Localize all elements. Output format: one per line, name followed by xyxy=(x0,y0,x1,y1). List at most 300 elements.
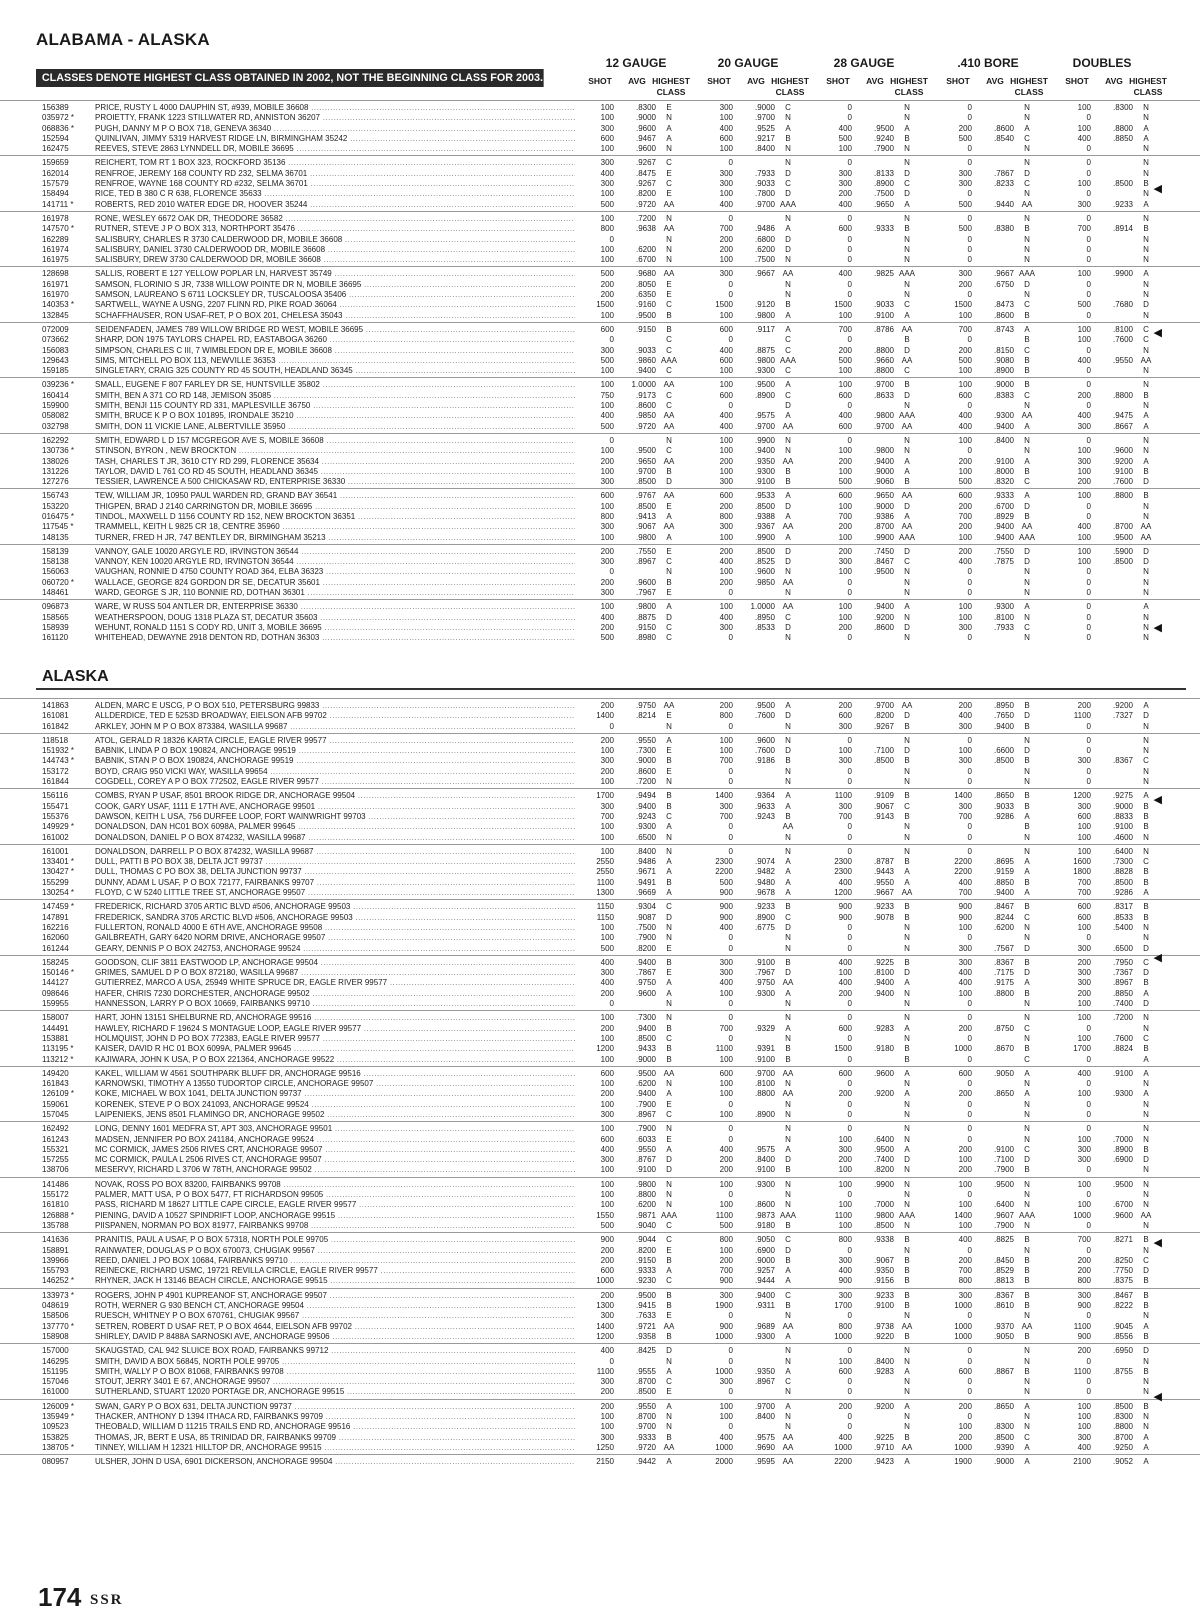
average: .9667 xyxy=(754,269,775,279)
shot-count: 500 xyxy=(600,199,614,209)
highest-class: N xyxy=(904,1245,910,1255)
highest-class: A xyxy=(785,224,791,234)
average: .8650 xyxy=(993,1089,1014,1099)
highest-class: N xyxy=(904,401,910,411)
publication-name: SSR xyxy=(90,1592,124,1608)
highest-class: A xyxy=(785,801,791,811)
average: .8525 xyxy=(754,557,775,567)
average: .8300 xyxy=(1112,1412,1133,1421)
average: .7600 xyxy=(754,711,775,721)
shot-count: 400 xyxy=(838,199,852,209)
average: .8850 xyxy=(1112,988,1133,998)
shot-count: 100 xyxy=(719,310,733,320)
average: .9550 xyxy=(873,877,894,887)
highest-class: N xyxy=(785,588,791,598)
average: .8400 xyxy=(754,1412,775,1421)
member-id: 141636 xyxy=(42,1235,69,1245)
average: .9600 xyxy=(1112,446,1133,456)
average: .9500 xyxy=(754,380,775,390)
shot-count: 100 xyxy=(838,567,852,577)
highest-class: D xyxy=(1143,968,1149,978)
shot-count: 400 xyxy=(600,612,614,622)
shot-count: 100 xyxy=(719,380,733,390)
average: .9200 xyxy=(1112,456,1133,466)
highest-class: D xyxy=(785,922,791,932)
highest-class: B xyxy=(785,756,791,766)
average: .9440 xyxy=(993,199,1014,209)
shot-count: 400 xyxy=(719,345,733,355)
highest-class: E xyxy=(666,588,672,598)
highest-class: B xyxy=(1024,791,1030,801)
shooter-row xyxy=(0,1211,1200,1221)
member-id: 162292 xyxy=(42,435,69,445)
average: .9200 xyxy=(873,1089,894,1099)
shot-count: 0 xyxy=(847,290,852,300)
average: .9400 xyxy=(993,421,1014,431)
member-id: 159659 xyxy=(42,158,69,168)
shot-count: 300 xyxy=(719,957,733,967)
shot-count: 0 xyxy=(967,335,972,345)
highest-class: A xyxy=(904,456,910,466)
highest-class: D xyxy=(1143,1155,1149,1165)
member-id: 152594 xyxy=(42,133,69,143)
highest-class: A xyxy=(1024,456,1030,466)
highest-class: N xyxy=(1024,922,1030,932)
shooter-name-address: HANNESSON, LARRY P O BOX 10669, FAIRBANKS 99710 ..... xyxy=(95,999,575,1009)
highest-class: N xyxy=(666,721,672,731)
highest-class: N xyxy=(1143,735,1149,745)
shooter-name-address: RUESCH, WHITNEY P O BOX 670761, CHUGIAK 99567 ..... xyxy=(95,1311,575,1321)
average: .9873 xyxy=(754,1210,775,1220)
shot-count: 100 xyxy=(838,466,852,476)
average: .8650 xyxy=(993,1401,1014,1411)
highest-class: D xyxy=(1143,1346,1149,1356)
average: .9329 xyxy=(754,1023,775,1033)
highest-class: B xyxy=(666,957,672,967)
highest-class: AA xyxy=(663,1068,675,1078)
average: .8800 xyxy=(1112,491,1133,501)
average: 1.0000 xyxy=(631,380,656,390)
average: .6600 xyxy=(993,746,1014,756)
shot-count: 100 xyxy=(719,435,733,445)
highest-class: B xyxy=(1143,224,1149,234)
highest-class: B xyxy=(1143,912,1149,922)
shot-count: 0 xyxy=(609,1356,614,1366)
average: .9233 xyxy=(873,902,894,912)
highest-class: B xyxy=(666,466,672,476)
shot-count: 100 xyxy=(838,1220,852,1230)
shot-count: 400 xyxy=(600,1144,614,1154)
shooter-name-address: DULL, THOMAS C PO BOX 38, DELTA JUNCTION 99737 ..... xyxy=(95,867,575,877)
average: .6900 xyxy=(754,1245,775,1255)
highest-class: B xyxy=(1024,1165,1030,1175)
shooter-row xyxy=(0,1145,1200,1155)
highest-class: B xyxy=(666,1054,672,1064)
average: .9710 xyxy=(873,1442,894,1452)
average: .9650 xyxy=(873,491,894,501)
shot-count: 0 xyxy=(728,401,733,411)
section-title-alaska: ALASKA xyxy=(42,668,109,685)
average: .9243 xyxy=(635,811,656,821)
shooter-row xyxy=(0,633,1200,643)
shot-count: 300 xyxy=(958,943,972,953)
shot-count: 200 xyxy=(958,456,972,466)
highest-class: N xyxy=(1024,999,1030,1009)
highest-class: N xyxy=(904,446,910,456)
average: 1.0000 xyxy=(750,602,775,612)
highest-class: B xyxy=(666,1290,672,1300)
average: .9600 xyxy=(1112,1210,1133,1220)
highest-class: N xyxy=(1024,1124,1030,1134)
shot-count: 0 xyxy=(1086,213,1091,223)
shot-count: 1200 xyxy=(1073,791,1091,801)
highest-class: N xyxy=(1024,1200,1030,1210)
highest-class: AA xyxy=(1140,355,1152,365)
highest-class: N xyxy=(1143,1387,1149,1397)
shot-count: 1150 xyxy=(596,912,614,922)
shot-count: 200 xyxy=(600,290,614,300)
shot-count: 0 xyxy=(967,189,972,199)
member-id: 130736 * xyxy=(42,446,75,456)
shot-count: 1400 xyxy=(954,791,972,801)
member-id: 158494 xyxy=(42,189,69,199)
shot-count: 100 xyxy=(719,144,733,154)
highest-class: AA xyxy=(901,888,913,898)
shooter-name-address: MC CORMICK, JAMES 2506 RIVES CRT, ANCHORAGE 99507 ..... xyxy=(95,1145,575,1155)
member-id: 039236 * xyxy=(42,380,75,390)
shooter-name-address: WARE, W RUSS 504 ANTLER DR, ENTERPRISE 36330 ..... xyxy=(95,602,575,612)
average: .8250 xyxy=(1112,1255,1133,1265)
average: .6700 xyxy=(993,501,1014,511)
highest-class: A xyxy=(904,1068,910,1078)
shot-count: 0 xyxy=(728,158,733,168)
shot-count: 100 xyxy=(600,466,614,476)
shooter-row xyxy=(0,1443,1200,1453)
member-id: 161002 xyxy=(42,832,69,842)
shot-count: 700 xyxy=(958,888,972,898)
highest-class: N xyxy=(904,1165,910,1175)
highest-class: B xyxy=(904,1276,910,1286)
highest-class: A xyxy=(666,511,672,521)
average: .9500 xyxy=(754,701,775,710)
average: .9400 xyxy=(635,801,656,811)
highest-class: N xyxy=(904,577,910,587)
shot-count: 400 xyxy=(719,978,733,988)
shot-count: 100 xyxy=(958,612,972,622)
shooter-name-address: PUGH, DANNY M P O BOX 718, GENEVA 36340 ..... xyxy=(95,124,575,134)
highest-class: N xyxy=(1143,622,1149,632)
highest-class: N xyxy=(1143,380,1149,390)
average: .9533 xyxy=(754,491,775,501)
member-id: 156063 xyxy=(42,567,69,577)
shooter-name-address: SALISBURY, DANIEL 3730 CALDERWOOD DR, MOBILE 36608 ..... xyxy=(95,245,575,255)
highest-class: N xyxy=(785,446,791,456)
average: .9060 xyxy=(873,477,894,487)
highest-class: D xyxy=(904,501,910,511)
shot-count: 0 xyxy=(847,922,852,932)
highest-class: C xyxy=(666,446,672,456)
shot-count: 0 xyxy=(967,1245,972,1255)
highest-class: C xyxy=(1143,1255,1149,1265)
row-group xyxy=(0,733,1200,788)
average: .8100 xyxy=(1112,324,1133,334)
average: .9720 xyxy=(635,199,656,209)
member-id: 080957 xyxy=(42,1457,69,1467)
shot-count: 200 xyxy=(1077,957,1091,967)
highest-class: A xyxy=(666,123,672,133)
highest-class: C xyxy=(666,902,672,912)
shot-count: 0 xyxy=(1086,189,1091,199)
highest-class: N xyxy=(1143,832,1149,842)
average: .8400 xyxy=(635,846,656,856)
shooter-name-address: THACKER, ANTHONY D 1394 ITHACA RD, FAIRBANKS 99709 ..... xyxy=(95,1412,575,1422)
average: .9100 xyxy=(993,1144,1014,1154)
highest-class: N xyxy=(1024,777,1030,787)
highest-class: C xyxy=(666,179,672,189)
shot-count: 300 xyxy=(1077,1155,1091,1165)
average: .8828 xyxy=(1112,867,1133,877)
average: .9400 xyxy=(635,1023,656,1033)
shot-count: 0 xyxy=(1086,1023,1091,1033)
average: .9800 xyxy=(635,602,656,612)
highest-class: N xyxy=(666,1200,672,1210)
average: .9767 xyxy=(635,491,656,501)
shot-count: 200 xyxy=(600,577,614,587)
member-id: 139966 xyxy=(42,1255,69,1265)
shot-count: 900 xyxy=(1077,1331,1091,1341)
col-header-shot: SHOT xyxy=(707,76,731,86)
member-id: 032798 xyxy=(42,421,69,431)
shot-count: 100 xyxy=(838,1356,852,1366)
shot-count: 300 xyxy=(958,756,972,766)
shot-count: 400 xyxy=(600,411,614,421)
highest-class: N xyxy=(1143,633,1149,643)
highest-class: C xyxy=(785,103,791,112)
alaska-table xyxy=(0,698,1200,1468)
shot-count: 0 xyxy=(728,1422,733,1432)
highest-class: C xyxy=(666,345,672,355)
highest-class: A xyxy=(1024,421,1030,431)
highest-class: AA xyxy=(663,1321,675,1331)
shot-count: 1200 xyxy=(596,1331,614,1341)
average: .7100 xyxy=(873,746,894,756)
shot-count: 100 xyxy=(838,1134,852,1144)
shot-count: 100 xyxy=(600,1099,614,1109)
average: .9650 xyxy=(635,456,656,466)
highest-class: D xyxy=(1024,968,1030,978)
shooter-row xyxy=(0,701,1200,711)
shot-count: 0 xyxy=(1086,1356,1091,1366)
shooter-name-address: TINDOL, MAXWELL D 1156 COUNTY RD 152, NEW BROCKTON 36351 ..... xyxy=(95,512,575,522)
highest-class: N xyxy=(904,144,910,154)
page-number: 174 xyxy=(38,1582,82,1612)
shot-count: 100 xyxy=(838,602,852,612)
shooter-name-address: VANNOY, GALE 10020 ARGYLE RD, IRVINGTON 36544 ..... xyxy=(95,547,575,557)
shooter-name-address: VAUGHAN, RONNIE D 4750 COUNTY ROAD 364, ELBA 36323 ..... xyxy=(95,567,575,577)
col-header-highest: HIGHEST xyxy=(890,76,928,86)
shot-count: 1800 xyxy=(1073,867,1091,877)
shooter-name-address: RENFROE, JEREMY 168 COUNTY RD 232, SELMA 36701 ..... xyxy=(95,169,575,179)
shot-count: 100 xyxy=(1077,1422,1091,1432)
highest-class: AAA xyxy=(1018,532,1035,542)
shot-count: 300 xyxy=(600,801,614,811)
average: .9700 xyxy=(754,421,775,431)
highest-class: A xyxy=(785,380,791,390)
highest-class: A xyxy=(1024,1442,1030,1452)
highest-class: B xyxy=(904,857,910,867)
shooter-name-address: PIISPANEN, NORMAN PO BOX 81977, FAIRBANKS 99708 ..... xyxy=(95,1221,575,1231)
average: .8600 xyxy=(754,1200,775,1210)
shooter-row xyxy=(0,547,1200,557)
shot-count: 0 xyxy=(1086,567,1091,577)
highest-class: AA xyxy=(901,355,913,365)
highest-class: N xyxy=(1143,144,1149,154)
average: .8600 xyxy=(873,622,894,632)
highest-class: N xyxy=(1024,1387,1030,1397)
highest-class: D xyxy=(785,746,791,756)
shot-count: 0 xyxy=(1086,735,1091,745)
shooter-name-address: WEATHERSPOON, DOUG 1318 PLAZA ST, DECATUR 35603 ..... xyxy=(95,613,575,623)
highest-class: N xyxy=(1024,766,1030,776)
highest-class: N xyxy=(904,234,910,244)
shot-count: 600 xyxy=(719,355,733,365)
average: .8833 xyxy=(1112,811,1133,821)
shot-count: 500 xyxy=(838,133,852,143)
average: .7900 xyxy=(635,1124,656,1134)
highest-class: N xyxy=(1024,435,1030,445)
highest-class: C xyxy=(666,1033,672,1043)
highest-class: A xyxy=(904,1089,910,1099)
shooter-row xyxy=(0,1412,1200,1422)
highest-class: AAA xyxy=(898,411,915,421)
shot-count: 0 xyxy=(1086,1377,1091,1387)
shot-count: 200 xyxy=(958,1255,972,1265)
highest-class: N xyxy=(1143,501,1149,511)
shooter-name-address: SETREN, ROBERT D USAF RET, P O BOX 4644, EIELSON AFB 99702 ..... xyxy=(95,1322,575,1332)
shot-count: 100 xyxy=(1077,1412,1091,1421)
average: .9000 xyxy=(754,103,775,112)
average: .9800 xyxy=(873,411,894,421)
shot-count: 200 xyxy=(719,456,733,466)
average: .9480 xyxy=(754,877,775,887)
highest-class: N xyxy=(904,113,910,123)
shot-count: 700 xyxy=(1077,224,1091,234)
member-id: 162060 xyxy=(42,933,69,943)
shot-count: 100 xyxy=(600,777,614,787)
member-id: 150146 * xyxy=(42,968,75,978)
average: .9175 xyxy=(993,978,1014,988)
shot-count: 0 xyxy=(847,1190,852,1200)
shot-count: 0 xyxy=(967,213,972,223)
row-group xyxy=(0,377,1200,432)
shooter-name-address: SMITH, EDWARD L D 157 MCGREGOR AVE S, MOBILE 36608 ..... xyxy=(95,436,575,446)
highest-class: E xyxy=(666,711,672,721)
highest-class: D xyxy=(1143,999,1149,1009)
highest-class: D xyxy=(785,622,791,632)
shot-count: 300 xyxy=(600,1432,614,1442)
average: .6900 xyxy=(1112,1155,1133,1165)
shot-count: 700 xyxy=(719,811,733,821)
average: .9367 xyxy=(754,522,775,532)
shot-count: 400 xyxy=(958,411,972,421)
shooter-row xyxy=(0,958,1200,968)
shot-count: 400 xyxy=(719,411,733,421)
shot-count: 100 xyxy=(600,1200,614,1210)
shot-count: 300 xyxy=(958,1290,972,1300)
shot-count: 0 xyxy=(847,1422,852,1432)
average: .8450 xyxy=(993,1255,1014,1265)
shot-count: 600 xyxy=(838,491,852,501)
shot-count: 0 xyxy=(967,1134,972,1144)
average: .9660 xyxy=(873,355,894,365)
highest-class: N xyxy=(1143,1013,1149,1023)
average: .8750 xyxy=(993,1023,1014,1033)
shooter-row xyxy=(0,623,1200,633)
shot-count: 0 xyxy=(1086,622,1091,632)
shot-count: 1000 xyxy=(954,1442,972,1452)
highest-class: D xyxy=(1143,1266,1149,1276)
average: .8375 xyxy=(1112,1276,1133,1286)
shot-count: 0 xyxy=(967,1033,972,1043)
highest-class: C xyxy=(785,366,791,376)
shot-count: 0 xyxy=(967,158,972,168)
shooter-row xyxy=(0,235,1200,245)
shot-count: 100 xyxy=(1077,999,1091,1009)
shooter-name-address: SAMSON, LAUREANO S 6711 LOCKSLEY DR, TUSCALOOSA 35406 ..... xyxy=(95,290,575,300)
average: .8787 xyxy=(873,857,894,867)
shot-count: 0 xyxy=(728,633,733,643)
shot-count: 0 xyxy=(1086,401,1091,411)
average: .9000 xyxy=(635,756,656,766)
shot-count: 400 xyxy=(838,1266,852,1276)
average: .8467 xyxy=(993,902,1014,912)
shot-count: 400 xyxy=(838,1432,852,1442)
binding-mark-icon: ◀ xyxy=(1153,327,1162,339)
average: .9350 xyxy=(754,456,775,466)
highest-class: AA xyxy=(782,602,794,612)
average: .7680 xyxy=(1112,300,1133,310)
highest-class: N xyxy=(1143,577,1149,587)
shot-count: 0 xyxy=(847,1245,852,1255)
highest-class: AA xyxy=(782,1432,794,1442)
highest-class: B xyxy=(904,477,910,487)
highest-class: B xyxy=(904,1044,910,1054)
average: .9555 xyxy=(635,1366,656,1376)
highest-class: B xyxy=(1143,811,1149,821)
highest-class: D xyxy=(904,968,910,978)
highest-class: C xyxy=(666,1377,672,1387)
highest-class: N xyxy=(1143,290,1149,300)
col-header-shot: SHOT xyxy=(588,76,612,86)
highest-class: A xyxy=(1024,978,1030,988)
highest-class: B xyxy=(1024,1276,1030,1286)
average: .9800 xyxy=(873,446,894,456)
shooter-name-address: HOLMQUIST, JOHN D PO BOX 772383, EAGLE RIVER 99577 ..... xyxy=(95,1034,575,1044)
shooter-row xyxy=(0,1402,1200,1412)
highest-class: N xyxy=(666,567,672,577)
shooter-name-address: REICHERT, TOM RT 1 BOX 323, ROCKFORD 35136 ..... xyxy=(95,158,575,168)
shooter-name-address: GAILBREATH, GARY 6420 NORM DRIVE, ANCHORAGE 99507 ..... xyxy=(95,933,575,943)
highest-class: B xyxy=(666,310,672,320)
shot-count: 0 xyxy=(728,279,733,289)
shooter-row xyxy=(0,477,1200,487)
shot-count: 300 xyxy=(838,801,852,811)
shot-count: 100 xyxy=(600,846,614,856)
average: .7300 xyxy=(1112,857,1133,867)
member-id: 130254 * xyxy=(42,888,75,898)
highest-class: D xyxy=(1024,943,1030,953)
highest-class: C xyxy=(666,1109,672,1119)
